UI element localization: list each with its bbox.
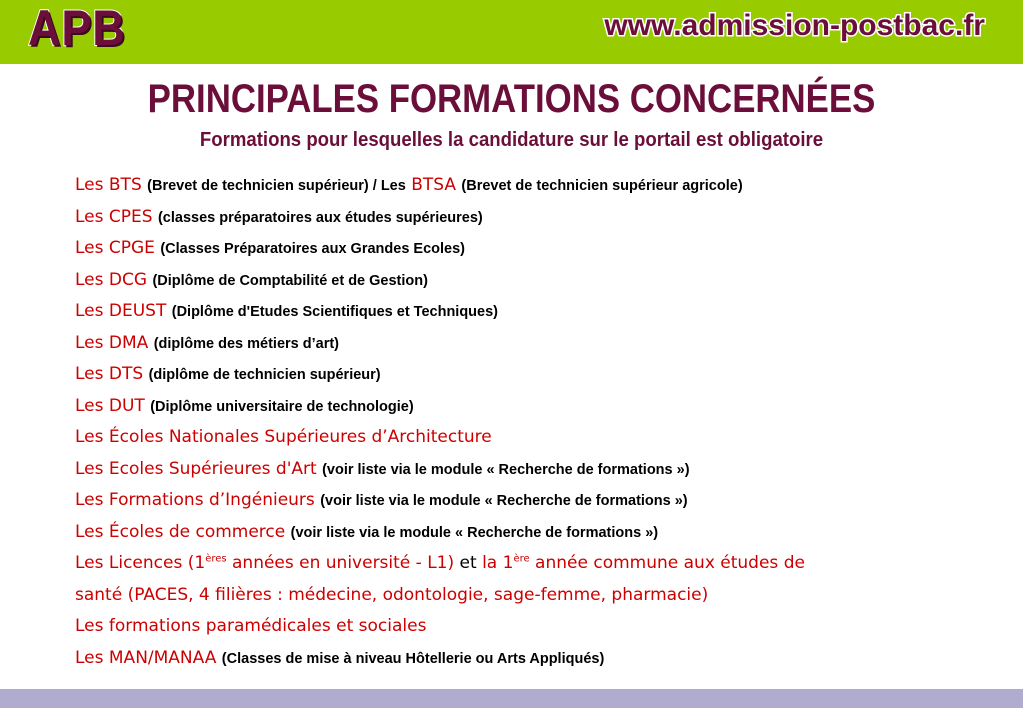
- item-name-2: BTSA: [411, 175, 457, 195]
- site-url: www.admission-postbac.fr: [604, 9, 985, 42]
- list-item-licences: [75, 548, 975, 580]
- item-name: Les Écoles de commerce: [75, 521, 286, 542]
- list-item-man: [75, 643, 975, 675]
- list-item-bts: [75, 170, 975, 202]
- apb-logo: APB: [28, 0, 126, 56]
- list-item-dcg: [75, 265, 975, 297]
- item-desc: (voir liste via le module « Recherche de formations »): [320, 493, 688, 509]
- item-text: la 1: [482, 553, 514, 573]
- item-name: Les BTS: [75, 175, 142, 195]
- item-name: Les DCG: [75, 269, 148, 290]
- header-banner: [0, 0, 1023, 64]
- item-sup: ère: [513, 553, 530, 565]
- formations-list: [75, 170, 975, 674]
- item-name: Les DTS: [75, 364, 144, 384]
- list-item-ingenieurs: [75, 485, 975, 517]
- list-item-dut: [75, 391, 975, 423]
- list-item-ensa: [75, 422, 975, 454]
- list-item-cpge: [75, 233, 975, 265]
- list-item-paramedicales: [75, 611, 975, 643]
- list-item-dts: [75, 359, 975, 391]
- item-conjunction: et: [459, 553, 477, 573]
- page-title: PRINCIPALES FORMATIONS CONCERNÉES: [147, 77, 876, 121]
- item-desc: (diplôme des métiers d’art): [153, 335, 340, 352]
- item-name: Les Ecoles Supérieures d'Art: [75, 458, 317, 479]
- item-text: santé (PACES, 4 filières : médecine, odontologie, sage-femme, pharmacie): [75, 584, 709, 605]
- list-item-cpes: [75, 202, 975, 234]
- item-name: Les DEUST: [75, 301, 167, 321]
- item-desc: (Diplôme universitaire de technologie): [150, 398, 414, 415]
- footer-bar: [0, 689, 1023, 708]
- item-desc: (voir liste via le module « Recherche de formations »): [290, 524, 659, 541]
- list-item-licences-continued: [75, 580, 975, 612]
- item-sup: ères: [205, 553, 227, 565]
- item-name: Les DUT: [75, 395, 145, 416]
- item-text: année commune aux études de: [529, 553, 805, 573]
- item-name: Les MAN/MANAA: [75, 647, 217, 668]
- list-item-esa: [75, 454, 975, 486]
- item-desc: (diplôme de technicien supérieur): [148, 367, 381, 383]
- item-desc-2: (Brevet de technicien supérieur agricole): [461, 178, 743, 194]
- item-desc: (Diplôme d'Etudes Scientifiques et Techniques): [171, 304, 498, 320]
- page-subtitle: Formations pour lesquelles la candidature sur le portail est obligatoire: [199, 129, 824, 151]
- list-item-commerce: [75, 517, 975, 549]
- list-item-deust: [75, 296, 975, 328]
- item-name: Les CPES: [75, 206, 153, 227]
- item-text: années en université - L1): [226, 553, 455, 573]
- item-name: Les CPGE: [75, 238, 155, 258]
- list-item-dma: [75, 328, 975, 360]
- item-desc: (classes préparatoires aux études supérieures): [157, 209, 483, 226]
- item-name: Les DMA: [75, 332, 149, 353]
- item-desc: (Classes Préparatoires aux Grandes Ecoles): [160, 241, 465, 257]
- item-desc: (Diplôme de Comptabilité et de Gestion): [152, 272, 428, 289]
- item-name: Les Formations d’Ingénieurs: [75, 490, 315, 510]
- item-name: Les formations paramédicales et sociales: [75, 616, 427, 636]
- item-text: Les Licences (1: [75, 553, 206, 573]
- item-desc: (Brevet de technicien supérieur) / Les: [147, 178, 406, 194]
- item-desc: (Classes de mise à niveau Hôtellerie ou Arts Appliqués): [221, 650, 605, 667]
- item-name: Les Écoles Nationales Supérieures d’Architecture: [75, 427, 492, 447]
- item-desc: (voir liste via le module « Recherche de formations »): [322, 461, 690, 478]
